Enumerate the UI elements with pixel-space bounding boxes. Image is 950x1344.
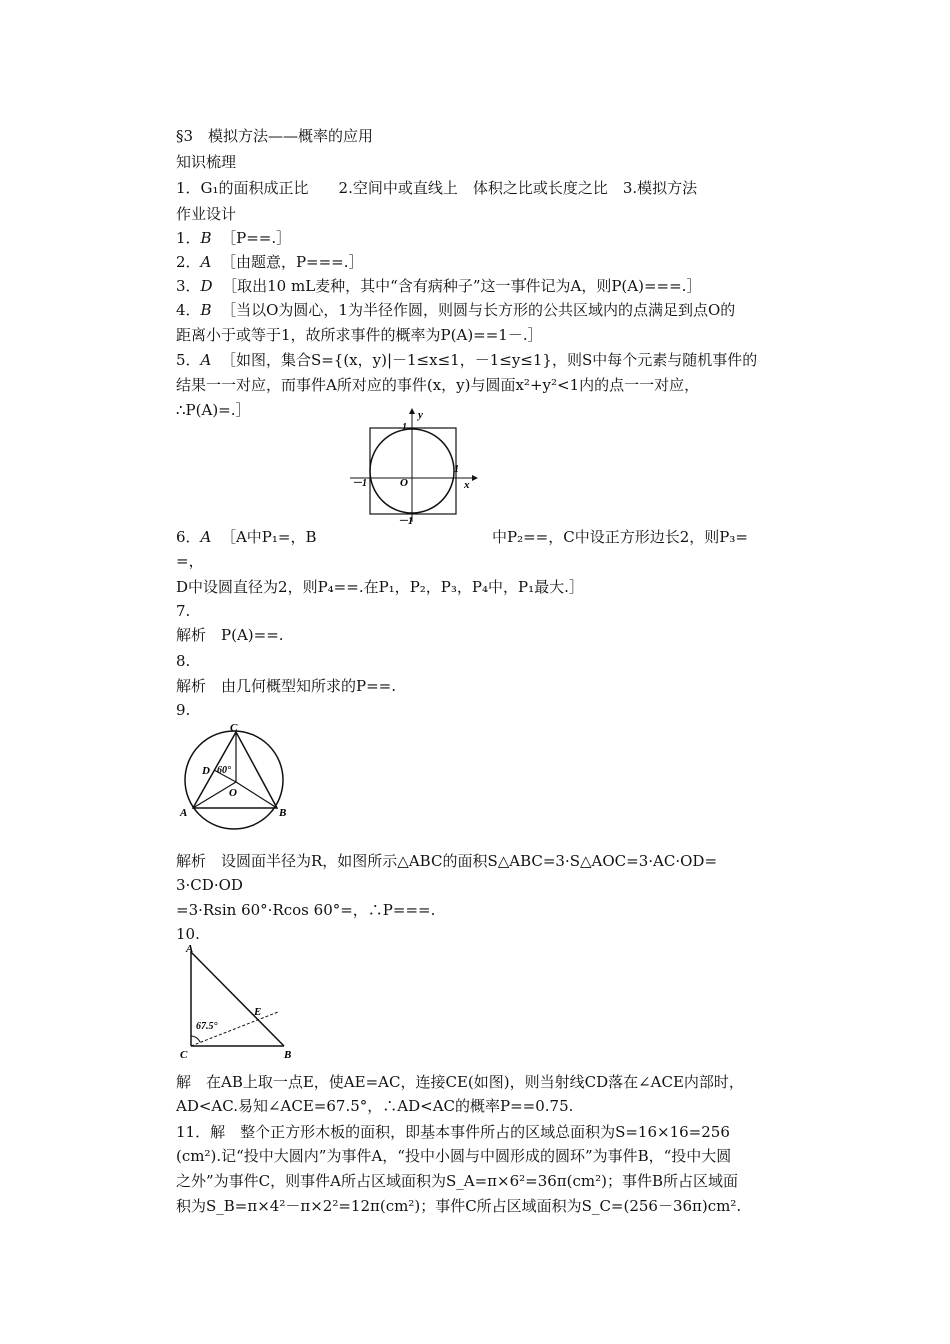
answer-6 xyxy=(176,526,316,548)
answer-6-continued: =， xyxy=(176,552,204,570)
answer-number: 3． xyxy=(176,277,201,295)
answer-11: 11．解 整个正方形木板的面积，即基本事件所占的区域总面积为S=16×16=256 xyxy=(176,1123,730,1141)
answer-text: ［P==.］ xyxy=(221,229,292,247)
answer-choice: A xyxy=(200,253,212,271)
answer-number: 4． xyxy=(176,301,201,319)
answer-text: ［如图，集合S={(x，y)|－1≤x≤1，－1≤y≤1}，则S中每个元素与随机事件的 xyxy=(220,351,758,369)
x-axis-label: x xyxy=(464,479,470,491)
answer-number: 1． xyxy=(176,229,201,247)
answer-6-conclusion: D中设圆直径为2，则P₄==.在P₁，P₂，P₃，P₄中，P₁最大.］ xyxy=(176,578,584,596)
x-axis-arrow xyxy=(472,475,478,481)
vertex-label-b: B xyxy=(279,807,287,819)
answer-11-line4: 积为S_B=π×4²－π×2²=12π(cm²)；事件C所占区域面积为S_C=(256－36π)cm². xyxy=(176,1197,742,1215)
tick-label-left: －1 xyxy=(352,478,367,489)
angle-label: 67.5° xyxy=(196,1021,218,1032)
answer-4 xyxy=(176,299,735,321)
answer-5-conclusion: ∴P(A)=.］ xyxy=(176,401,251,419)
tick-label-top: 1 xyxy=(402,422,407,433)
vertex-label-c: C xyxy=(180,1049,188,1061)
y-axis-arrow xyxy=(409,408,415,414)
answer-7-number: 7. xyxy=(176,602,191,620)
answer-number: 6． xyxy=(176,528,201,546)
answer-10-number: 10. xyxy=(176,925,200,943)
vertex-label-b: B xyxy=(284,1049,292,1061)
point-label-d: D xyxy=(202,765,210,777)
answer-8-number: 8. xyxy=(176,652,191,670)
center-label-o: O xyxy=(229,787,237,799)
answer-text: ［取出10 mL麦种，其中“含有病种子”这一事件记为A，则P(A)===.］ xyxy=(222,277,702,295)
angle-arc xyxy=(191,1036,200,1042)
answer-choice: D xyxy=(200,277,213,295)
vertex-label-c: C xyxy=(230,722,238,734)
vertex-label-a: A xyxy=(186,943,194,955)
heading-homework: 作业设计 xyxy=(176,205,237,223)
answer-11-line2: (cm²).记“投中大圆内”为事件A，“投中小圆与中圆形成的圆环”为事件B，“投中大圆 xyxy=(176,1147,732,1165)
answer-choice: A xyxy=(200,351,212,369)
answer-5 xyxy=(176,349,757,371)
answer-text: ［当以O为圆心，1为半径作圆，则圆与长方形的公共区域内的点满足到点O的 xyxy=(221,301,736,319)
answer-8: 解析 由几何概型知所求的P==. xyxy=(176,677,396,695)
answer-11-line3: 之外”为事件C，则事件A所占区域面积为S_A=π×6²=36π(cm²)；事件B所占区域面 xyxy=(176,1172,739,1190)
heading-knowledge: 知识梳理 xyxy=(176,153,237,171)
inscribed-triangle-figure xyxy=(176,720,296,840)
tick-label-right: 1 xyxy=(454,464,459,475)
circumcircle xyxy=(185,731,283,829)
answer-9-number: 9. xyxy=(176,701,191,719)
answer-9: 解析 设圆面半径为R，如图所示△ABC的面积S△ABC=3·S△AOC=3·AC·OD= xyxy=(176,852,718,870)
answer-3 xyxy=(176,275,701,297)
tick-label-bottom: －1 xyxy=(398,516,413,526)
knowledge-summary: 1．G₁的面积成正比 2.空间中或直线上 体积之比或长度之比 3.模拟方法 xyxy=(176,179,698,197)
origin-label: O xyxy=(400,477,408,489)
vertex-label-a: A xyxy=(180,807,188,819)
answer-9-conclusion: =3·Rsin 60°·Rcos 60°=，∴P===. xyxy=(176,901,436,919)
answer-4-continued: 距离小于或等于1，故所求事件的概率为P(A)==1－.］ xyxy=(176,326,543,344)
answer-6-right: 中P₂==，C中设正方形边长2，则P₃= xyxy=(492,528,748,546)
answer-5-continued: 结果一一对应，而事件A所对应的事件(x，y)与圆面x²+y²<1内的点一一对应， xyxy=(176,376,700,394)
y-axis-label: y xyxy=(418,409,423,421)
answer-10-conclusion: AD<AC.易知∠ACE=67.5°，∴AD<AC的概率P==0.75. xyxy=(176,1097,574,1115)
point-label-e: E xyxy=(254,1006,262,1018)
unit-circle-square-figure xyxy=(340,406,480,526)
answer-9-continued: 3·CD·OD xyxy=(176,876,243,894)
angle-label: 60° xyxy=(217,765,231,776)
answer-number: 2． xyxy=(176,253,201,271)
answer-text: ［由题意，P===.］ xyxy=(220,253,364,271)
answer-2 xyxy=(176,251,364,273)
answer-10: 解 在AB上取一点E，使AE=AC，连接CE(如图)，则当射线CD落在∠ACE内部时， xyxy=(176,1073,744,1091)
right-triangle-figure xyxy=(176,942,306,1062)
answer-choice: B xyxy=(200,301,212,319)
section-title: §3 模拟方法——概率的应用 xyxy=(176,127,374,145)
answer-choice: B xyxy=(200,229,212,247)
answer-1 xyxy=(176,227,291,249)
answer-7: 解析 P(A)==. xyxy=(176,626,284,644)
answer-number: 5． xyxy=(176,351,201,369)
answer-text: ［A中P₁=，B xyxy=(220,528,317,546)
segment-bo xyxy=(236,782,277,808)
answer-choice: A xyxy=(200,528,212,546)
